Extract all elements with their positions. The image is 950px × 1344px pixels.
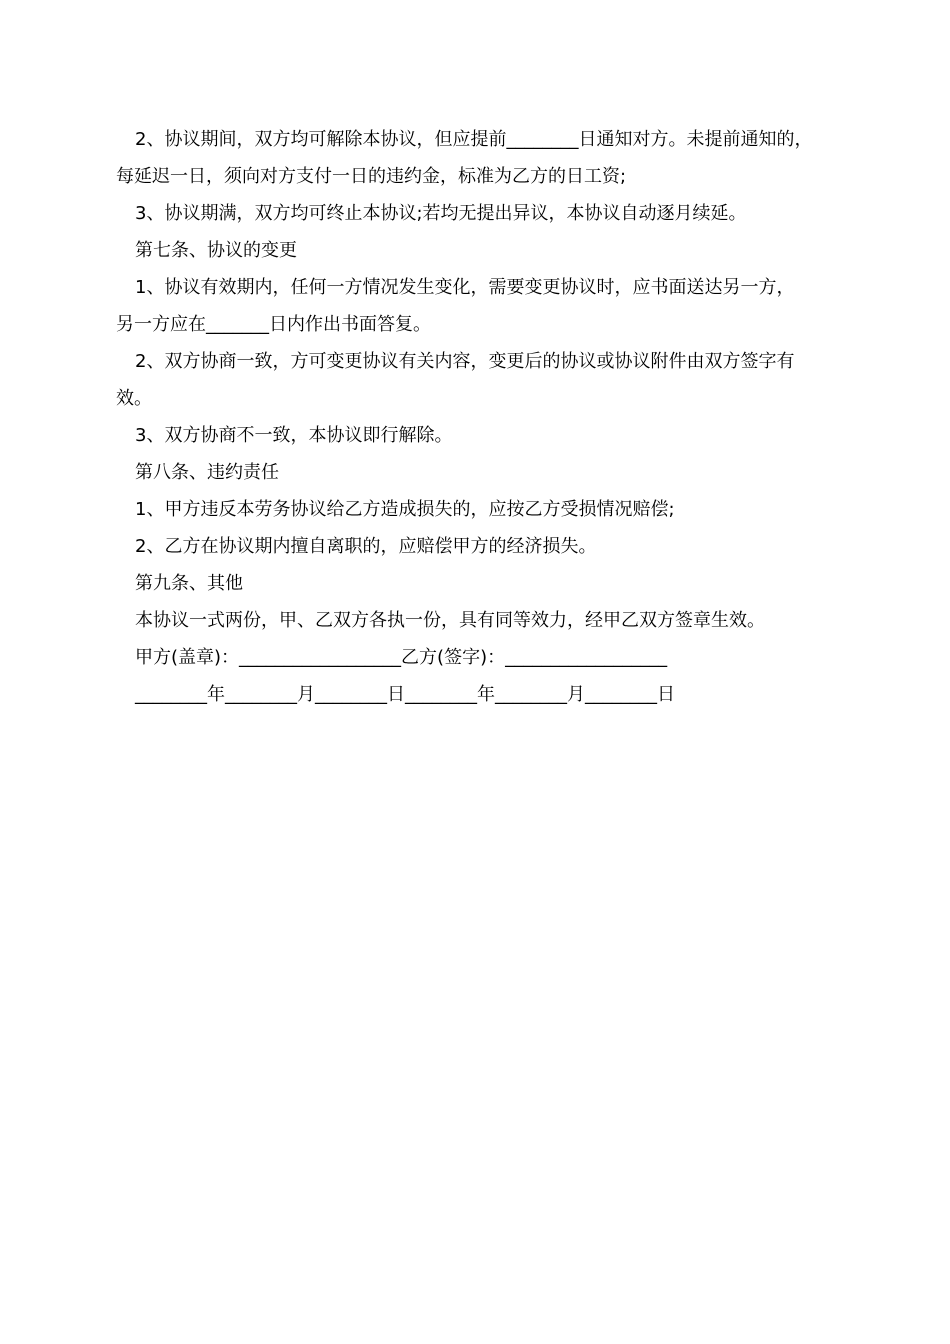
signature-line: 甲方(盖章)：__________________乙方(签字)：__________________ [135,647,668,668]
clause-6-item-3: 3、协议期满，双方均可终止本协议;若均无提出异议，本协议自动逐月续延。 [135,203,747,224]
clause-6-item-2-line-2: 每延迟一日，须向对方支付一日的违约金，标准为乙方的日工资; [116,166,627,187]
clause-7-item-3: 3、双方协商不一致，本协议即行解除。 [135,425,453,446]
clause-8-heading: 第八条、违约责任 [135,462,279,483]
date-line: ________年________月________日________年________月________日 [135,684,675,705]
clause-7-item-1-line-2: 另一方应在_______日内作出书面答复。 [116,314,431,335]
clause-8-item-2: 2、乙方在协议期内擅自离职的，应赔偿甲方的经济损失。 [135,536,597,557]
clause-7-item-1-line-1: 1、协议有效期内，任何一方情况发生变化，需要变更协议时，应书面送达另一方， [135,277,795,298]
clause-9-heading: 第九条、其他 [135,573,243,594]
clause-6-item-2-line-1: 2、协议期间，双方均可解除本协议，但应提前________日通知对方。未提前通知的， [135,129,813,150]
clause-7-heading: 第七条、协议的变更 [135,240,297,261]
clause-9-text: 本协议一式两份，甲、乙双方各执一份，具有同等效力，经甲乙双方签章生效。 [135,610,765,631]
clause-8-item-1: 1、甲方违反本劳务协议给乙方造成损失的，应按乙方受损情况赔偿; [135,499,675,520]
clause-7-item-2-line-2: 效。 [116,388,152,409]
document-body [116,121,851,713]
clause-7-item-2-line-1: 2、双方协商一致，方可变更协议有关内容，变更后的协议或协议附件由双方签字有 [135,351,795,372]
